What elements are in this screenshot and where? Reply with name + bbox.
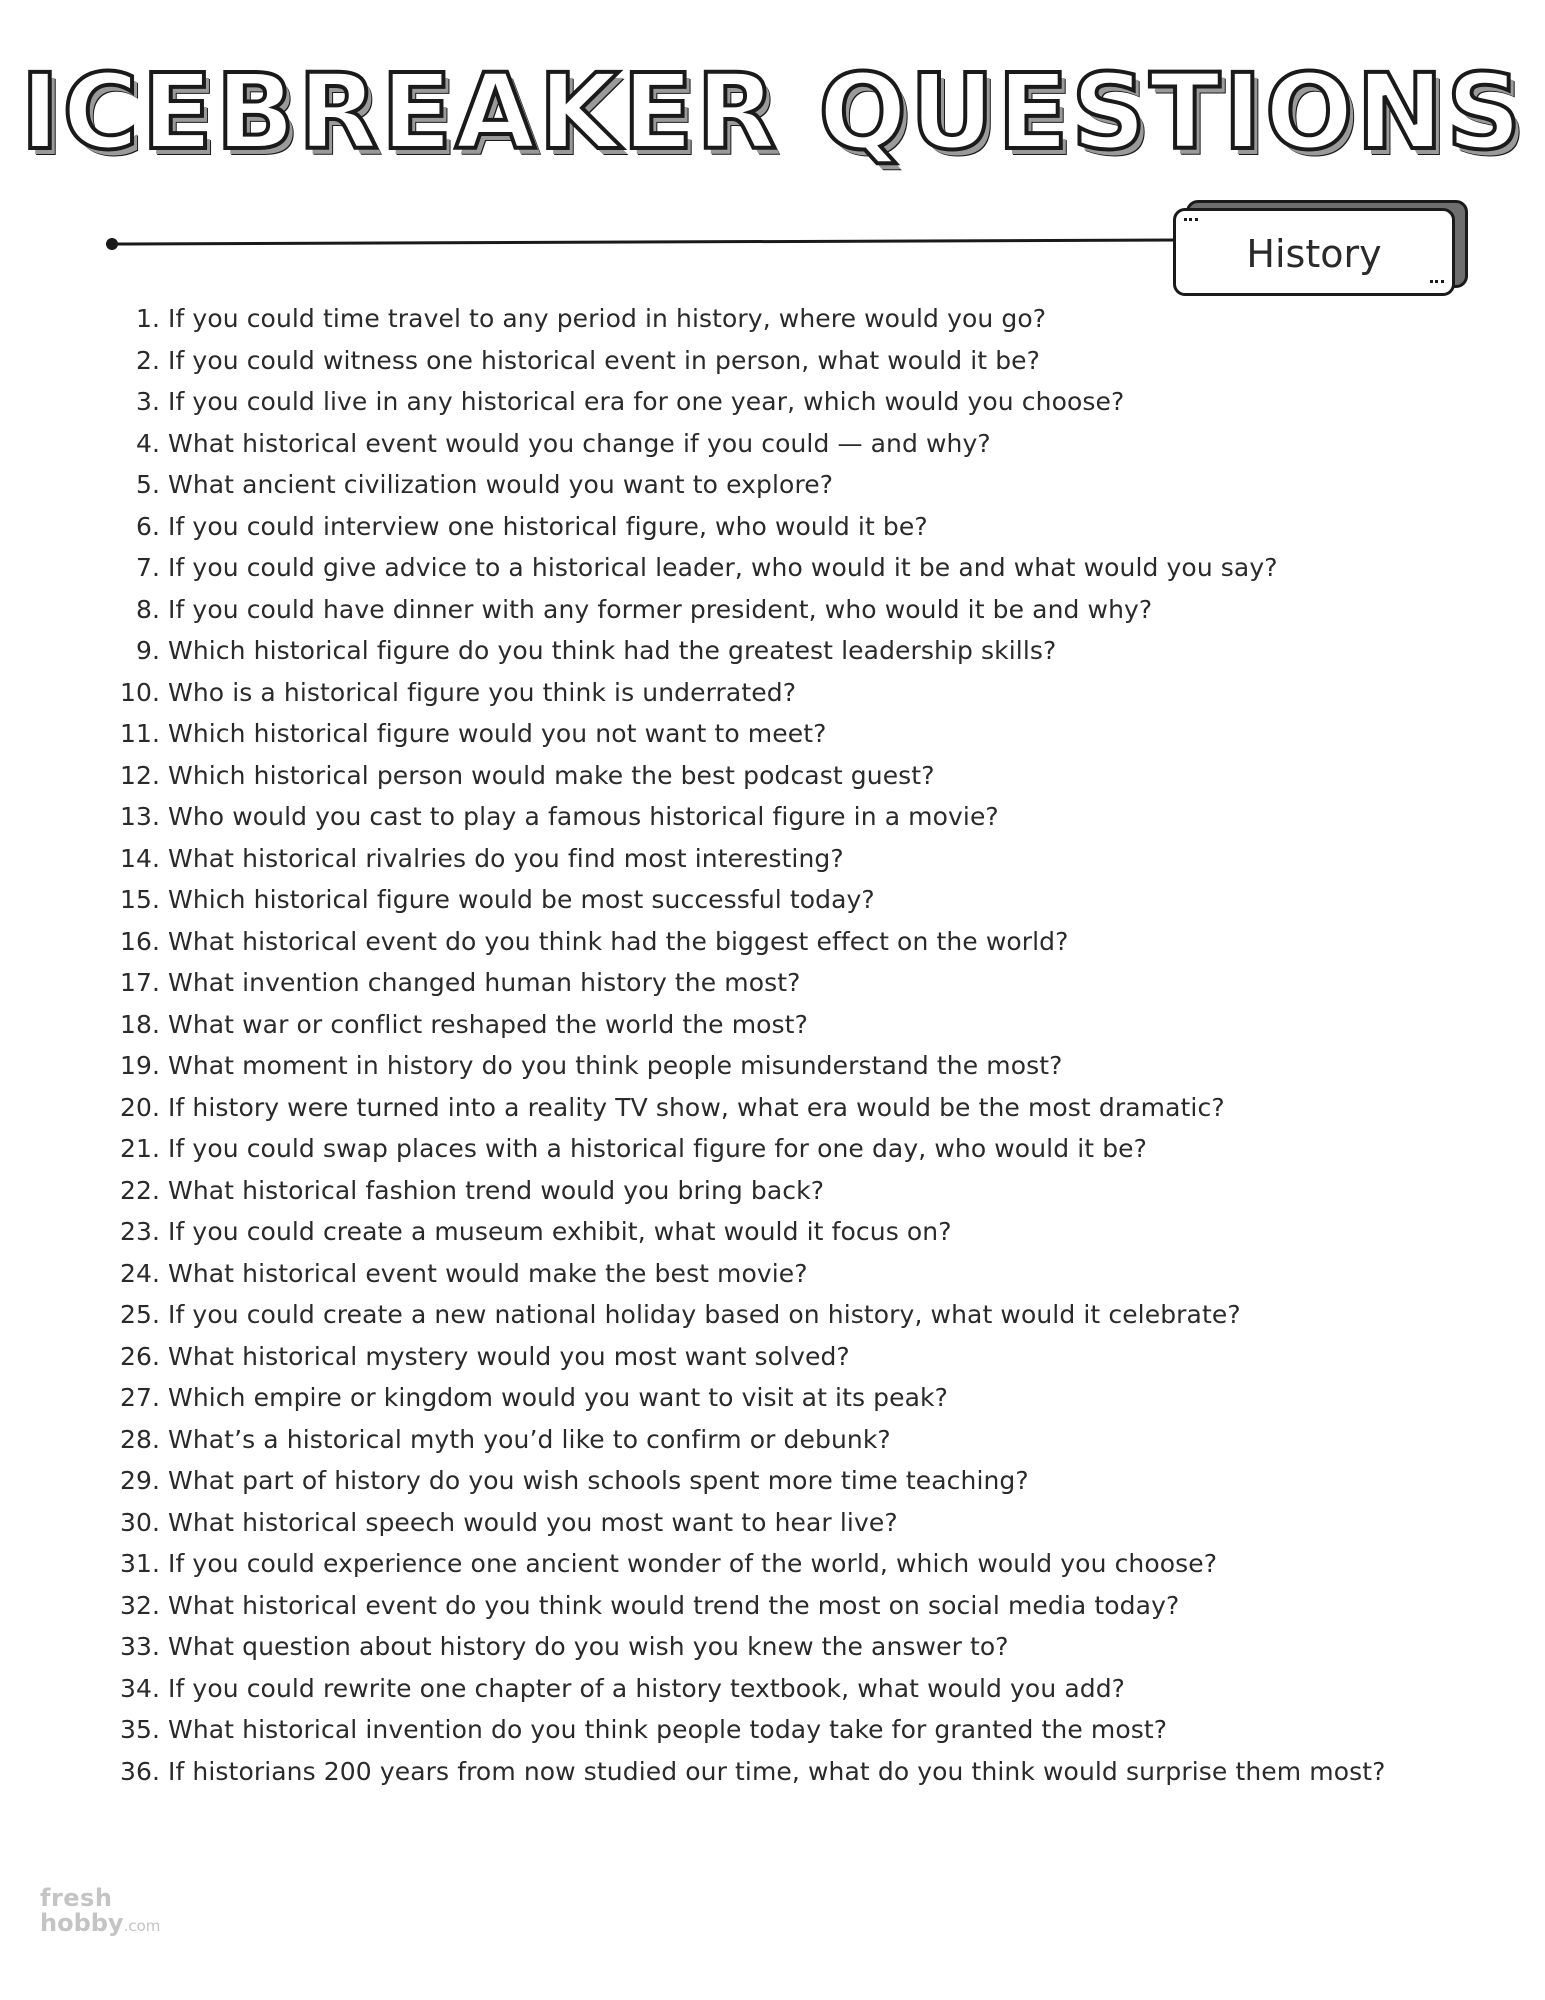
question-text: If history were turned into a reality TV show, what era would be the most dramatic?	[168, 1092, 1225, 1122]
logo-word-fresh: fresh	[40, 1884, 113, 1912]
question-text: What historical speech would you most want to hear live?	[168, 1507, 898, 1537]
question-item	[110, 630, 1386, 672]
question-number: 3.	[135, 387, 160, 417]
question-number: 10.	[119, 677, 160, 707]
question-text: What historical mystery would you most want solved?	[168, 1341, 850, 1371]
question-text: If you could give advice to a historical leader, who would it be and what would you say?	[168, 553, 1278, 583]
question-item	[110, 796, 1386, 838]
question-text: Which historical figure do you think had the greatest leadership skills?	[168, 636, 1057, 666]
question-item	[110, 1377, 1386, 1419]
question-number: 34.	[119, 1673, 160, 1703]
question-number: 23.	[119, 1217, 160, 1247]
question-number: 25.	[119, 1300, 160, 1330]
question-item	[110, 1502, 1386, 1544]
question-item	[110, 1170, 1386, 1212]
question-number: 21.	[119, 1134, 160, 1164]
logo-word-hobby-line	[40, 1911, 160, 1935]
tag-decoration-dots	[1430, 280, 1444, 286]
logo-word-hobby: hobby	[40, 1909, 124, 1937]
question-item	[110, 1087, 1386, 1129]
question-text: What invention changed human history the most?	[168, 968, 801, 998]
question-number: 26.	[119, 1341, 160, 1371]
logo-domain: .com	[123, 1917, 161, 1935]
question-item	[110, 1626, 1386, 1668]
question-text: What historical event would make the best movie?	[168, 1258, 808, 1288]
question-item	[110, 672, 1386, 714]
question-text: If you could witness one historical event in person, what would it be?	[168, 345, 1041, 375]
category-tag	[1173, 208, 1455, 296]
question-number: 28.	[119, 1424, 160, 1454]
question-number: 22.	[119, 1175, 160, 1205]
question-text: What question about history do you wish you knew the answer to?	[168, 1632, 1009, 1662]
question-text: Which historical person would make the best podcast guest?	[168, 760, 935, 790]
question-number: 16.	[119, 926, 160, 956]
question-number: 35.	[119, 1715, 160, 1745]
category-label: History	[1246, 232, 1382, 276]
question-number: 30.	[119, 1507, 160, 1537]
question-text: What moment in history do you think people misunderstand the most?	[168, 1051, 1063, 1081]
question-text: If you could interview one historical figure, who would it be?	[168, 511, 928, 541]
question-number: 8.	[135, 594, 160, 624]
question-text: What part of history do you wish schools spent more time teaching?	[168, 1466, 1029, 1496]
question-item	[110, 1668, 1386, 1710]
question-item	[110, 340, 1386, 382]
question-item	[110, 589, 1386, 631]
question-text: Which historical figure would you not want to meet?	[168, 719, 827, 749]
question-item	[110, 755, 1386, 797]
question-item	[110, 1460, 1386, 1502]
question-item	[110, 1211, 1386, 1253]
question-item	[110, 1045, 1386, 1087]
question-item	[110, 1543, 1386, 1585]
page-title: ICEBREAKER QUESTIONS	[20, 51, 1525, 173]
question-text: If you could swap places with a historical figure for one day, who would it be?	[168, 1134, 1148, 1164]
question-number: 11.	[119, 719, 160, 749]
question-number: 12.	[119, 760, 160, 790]
question-item	[110, 838, 1386, 880]
question-text: If you could time travel to any period in history, where would you go?	[168, 304, 1047, 334]
question-number: 27.	[119, 1383, 160, 1413]
question-number: 15.	[119, 885, 160, 915]
question-text: If historians 200 years from now studied our time, what do you think would surprise them most?	[168, 1756, 1386, 1786]
question-text: What historical event would you change if you could — and why?	[168, 428, 991, 458]
question-text: If you could create a new national holiday based on history, what would it celebrate?	[168, 1300, 1241, 1330]
question-number: 17.	[119, 968, 160, 998]
question-number: 33.	[119, 1632, 160, 1662]
question-text: If you could live in any historical era for one year, which would you choose?	[168, 387, 1125, 417]
question-item	[110, 713, 1386, 755]
question-item	[110, 464, 1386, 506]
question-item	[110, 298, 1386, 340]
question-item	[110, 1751, 1386, 1793]
question-item	[110, 1294, 1386, 1336]
tag-decoration-dots	[1184, 218, 1198, 224]
question-item	[110, 1004, 1386, 1046]
question-number: 6.	[135, 511, 160, 541]
question-number: 36.	[119, 1756, 160, 1786]
question-text: If you could experience one ancient wonder of the world, which would you choose?	[168, 1549, 1218, 1579]
question-text: What’s a historical myth you’d like to confirm or debunk?	[168, 1424, 891, 1454]
question-text: What war or conflict reshaped the world the most?	[168, 1009, 808, 1039]
question-item	[110, 1709, 1386, 1751]
question-number: 18.	[119, 1009, 160, 1039]
question-number: 14.	[119, 843, 160, 873]
question-text: Which empire or kingdom would you want to visit at its peak?	[168, 1383, 948, 1413]
question-number: 29.	[119, 1466, 160, 1496]
question-text: What historical invention do you think people today take for granted the most?	[168, 1715, 1168, 1745]
question-number: 5.	[135, 470, 160, 500]
question-text: What historical rivalries do you find most interesting?	[168, 843, 844, 873]
question-number: 9.	[135, 636, 160, 666]
question-item	[110, 547, 1386, 589]
question-number: 13.	[119, 802, 160, 832]
question-text: What historical event do you think had the biggest effect on the world?	[168, 926, 1069, 956]
question-item	[110, 1585, 1386, 1627]
question-number: 31.	[119, 1549, 160, 1579]
question-number: 32.	[119, 1590, 160, 1620]
question-number: 7.	[135, 553, 160, 583]
question-text: If you could create a museum exhibit, what would it focus on?	[168, 1217, 952, 1247]
question-item	[110, 879, 1386, 921]
question-item	[110, 921, 1386, 963]
question-item	[110, 381, 1386, 423]
question-text: If you could have dinner with any former president, who would it be and why?	[168, 594, 1153, 624]
question-number: 4.	[135, 428, 160, 458]
question-text: Which historical figure would be most successful today?	[168, 885, 875, 915]
question-text: What historical fashion trend would you bring back?	[168, 1175, 825, 1205]
question-text: If you could rewrite one chapter of a history textbook, what would you add?	[168, 1673, 1126, 1703]
question-number: 19.	[119, 1051, 160, 1081]
freshhobby-logo	[40, 1886, 160, 1935]
question-item	[110, 962, 1386, 1004]
question-number: 1.	[135, 304, 160, 334]
question-item	[110, 1253, 1386, 1295]
question-number: 24.	[119, 1258, 160, 1288]
question-number: 2.	[135, 345, 160, 375]
question-number: 20.	[119, 1092, 160, 1122]
question-item	[110, 1419, 1386, 1461]
question-item	[110, 1336, 1386, 1378]
question-text: Who would you cast to play a famous historical figure in a movie?	[168, 802, 999, 832]
question-text: What historical event do you think would trend the most on social media today?	[168, 1590, 1180, 1620]
question-text: Who is a historical figure you think is underrated?	[168, 677, 797, 707]
question-list	[110, 298, 1386, 1792]
question-item	[110, 506, 1386, 548]
question-text: What ancient civilization would you want to explore?	[168, 470, 834, 500]
question-item	[110, 423, 1386, 465]
question-item	[110, 1128, 1386, 1170]
